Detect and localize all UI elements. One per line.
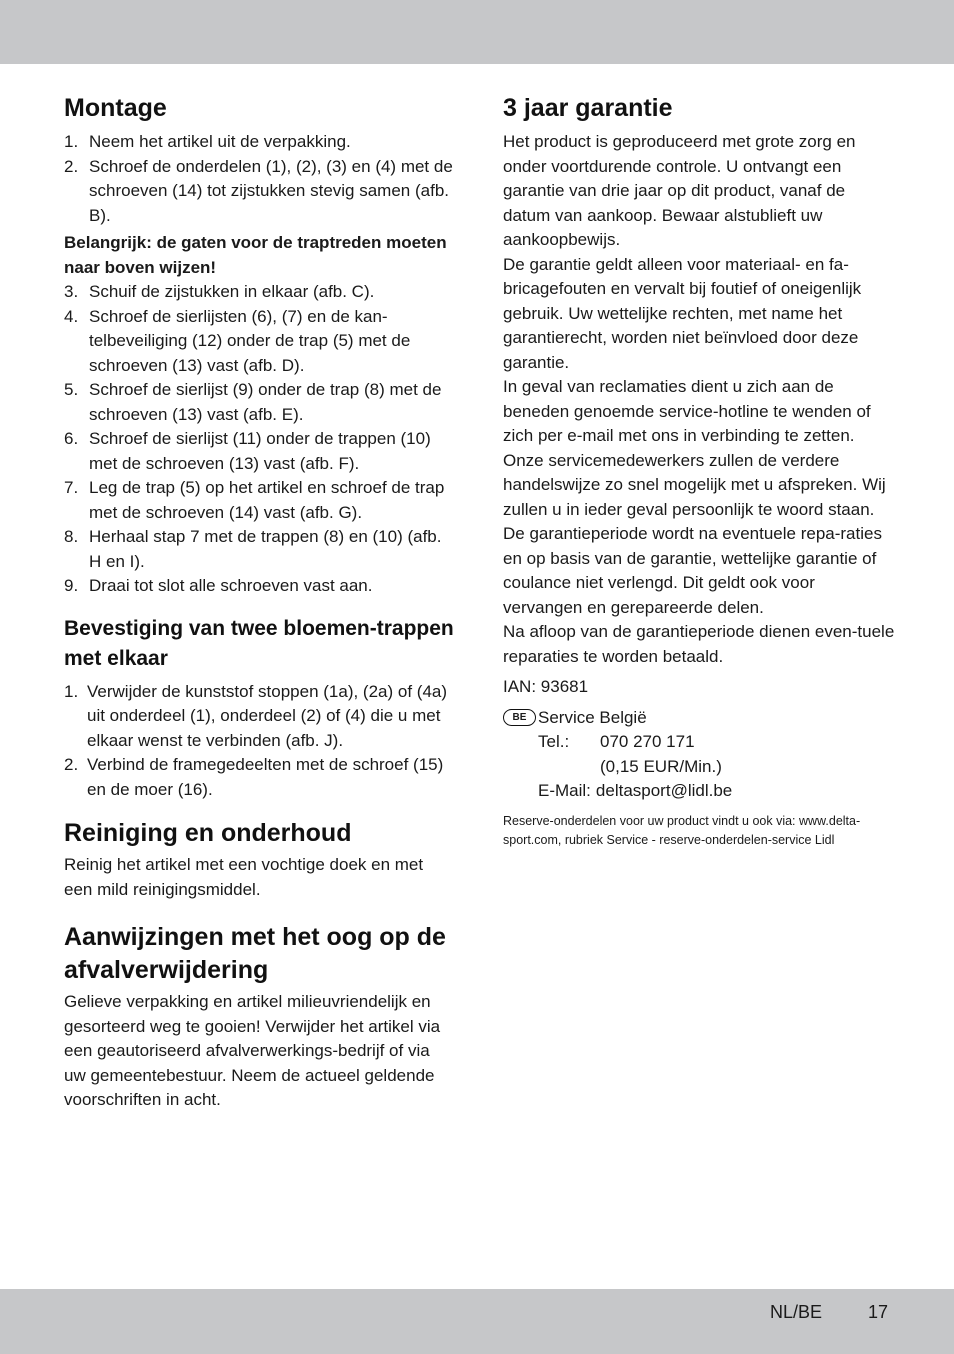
garantie-paragraph-2: De garantie geldt alleen voor materiaal- en fa-bricagefouten en vervalt bij foutief of oneigenlijk gebruik. Uw wettelijke rechten, met name het garantierecht, worden niet beïnvloed door deze garantie.: [503, 254, 862, 372]
footer-language-code: NL/BE: [770, 1302, 823, 1322]
header-band: [0, 0, 954, 64]
list-item-number: 2.: [64, 755, 79, 774]
afval-text: Gelieve verpakking en artikel milieuvriendelijk en gesorteerd weg te gooien! Verwijder het artikel via een geautoriseerd afvalverwerkings-bedrijf of via uw gemeentebestuur. Neem de actueel geldende voorschriften in acht.: [64, 992, 441, 1109]
list-item: [64, 574, 456, 599]
list-item-text: Draai tot slot alle schroeven vast aan.: [89, 576, 373, 595]
right-column: [503, 92, 895, 851]
afval-heading: Aanwijzingen met het oog op de afvalverwijdering: [64, 923, 446, 984]
list-item-number: 5.: [64, 380, 79, 399]
list-item: [64, 476, 456, 525]
list-item-text: Leg de trap (5) op het artikel en schroef de trap met de schroeven (14) vast (afb. G).: [89, 478, 445, 522]
list-item-text: Schroef de onderdelen (1), (2), (3) en (4) met de schroeven (14) tot zijstukken stevig samen (afb. B).: [89, 156, 453, 225]
list-item: [64, 305, 456, 379]
list-item-text: Verwijder de kunststof stoppen (1a), (2a) of (4a) uit onderdeel (1), onderdeel (2) of (4) die u met elkaar wenst te verbinden (afb. J).: [87, 681, 448, 750]
garantie-paragraph-3: In geval van reclamaties dient u zich aan de beneden genoemde service-hotline te wenden of zich per e-mail met ons in verbinding te zetten. Onze servicemedewerkers zullen de verdere handelswijze zo snel mogelijk met u afspreken. Wij zullen u in ieder geval persoonlijk te woord staan.: [503, 377, 886, 519]
garantie-paragraph-4: De garantieperiode wordt na eventuele repa-raties en op basis van de garantie, wettelijke garantie of coulance niet verlengd. Dit geldt ook voor vervangen en gerepareerde delen.: [503, 524, 882, 617]
reiniging-heading: Reiniging en onderhoud: [64, 819, 352, 847]
list-item-number: 6.: [64, 429, 79, 448]
list-item: [64, 130, 456, 155]
email-label: E-Mail:: [538, 781, 591, 800]
list-item-number: 4.: [64, 306, 79, 326]
list-item: [64, 155, 456, 229]
left-column: [64, 92, 456, 1113]
list-item-text: Neem het artikel uit de verpakking.: [89, 132, 351, 151]
list-item: [64, 753, 456, 802]
email-address[interactable]: deltasport@lidl.be: [595, 781, 733, 800]
ian-number: IAN: 93681: [503, 677, 589, 696]
garantie-paragraph-1: Het product is geproduceerd met grote zorg en onder voortdurende controle. U ontvangt een garantie van drie jaar op dit product, vanaf de datum van aankoop. Bewaar alstublieft uw aankoopbewijs.: [503, 132, 856, 249]
list-item-text: Verbind de framegedeelten met de schroef (15) en de moer (16).: [87, 755, 444, 799]
service-tel-note-row: [538, 755, 895, 780]
list-item-number: 1.: [64, 132, 79, 151]
list-item-number: 2.: [64, 156, 79, 176]
list-item: [64, 280, 456, 305]
list-item: [64, 525, 456, 574]
service-block: [503, 706, 895, 804]
list-item: [64, 378, 456, 427]
service-tel-row: [538, 730, 895, 755]
montage-heading: Montage: [64, 94, 167, 122]
list-item-text: Schroef de sierlijsten (6), (7) en de kan-telbeveiliging (12) onder de trap (5) met de schroeven (13) vast (afb. D).: [89, 306, 411, 375]
country-badge-be-icon: BE: [503, 709, 536, 726]
list-item-text: Schroef de sierlijst (11) onder de trappen (10) met de schroeven (13) vast (afb. F).: [89, 429, 431, 473]
montage-important-note: Belangrijk: de gaten voor de traptreden moeten naar boven wijzen!: [64, 233, 447, 277]
service-name: Service België: [538, 707, 647, 727]
list-item-number: 8.: [64, 527, 79, 546]
garantie-paragraph-5: Na afloop van de garantieperiode dienen even-tuele reparaties te worden betaald.: [503, 622, 895, 666]
list-item-number: 9.: [64, 576, 79, 595]
list-item-text: Schuif de zijstukken in elkaar (afb. C).: [89, 282, 375, 301]
tel-number: 070 270 171: [600, 732, 695, 751]
service-contact-table: [538, 730, 895, 804]
montage-steps-list-continued: [64, 280, 456, 599]
list-item-number: 7.: [64, 478, 79, 497]
reiniging-text: Reinig het artikel met een vochtige doek en met een mild reinigingsmiddel.: [64, 855, 424, 899]
page-number: 17: [868, 1302, 889, 1322]
tel-label: Tel.:: [538, 732, 570, 751]
service-header: [503, 706, 895, 731]
bevestiging-heading: Bevestiging van twee bloemen-trappen met elkaar: [64, 616, 454, 670]
montage-steps-list: [64, 130, 456, 228]
list-item-number: 3.: [64, 282, 79, 301]
spare-parts-note: Reserve-onderdelen voor uw product vindt u ook via: www.delta-sport.com, rubriek Service - reserve-onderdelen-service Lidl: [503, 813, 861, 847]
list-item-text: Herhaal stap 7 met de trappen (8) en (10) (afb. H en I).: [89, 527, 442, 571]
list-item: [64, 427, 456, 476]
list-item-text: Schroef de sierlijst (9) onder de trap (8) met de schroeven (13) vast (afb. E).: [89, 380, 442, 424]
garantie-heading: 3 jaar garantie: [503, 94, 673, 122]
service-email-row: [538, 779, 895, 804]
bevestiging-steps-list: [64, 680, 456, 803]
list-item: [64, 680, 456, 754]
list-item-number: 1.: [64, 681, 79, 701]
tel-note: (0,15 EUR/Min.): [600, 756, 722, 776]
